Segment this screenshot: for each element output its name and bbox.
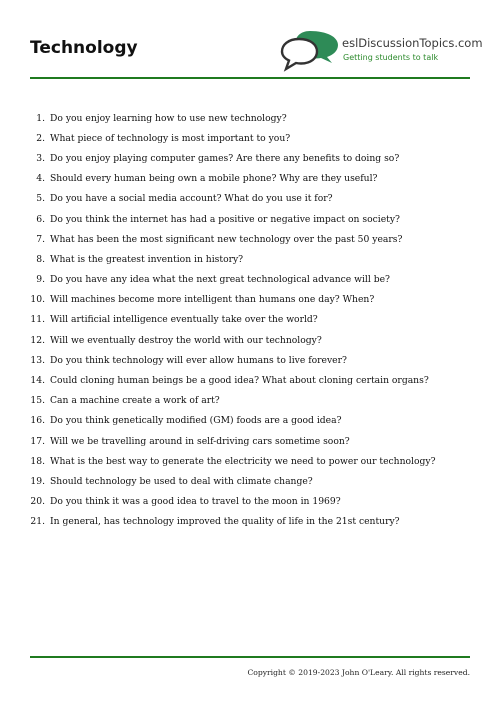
question-number: 21. <box>30 516 45 528</box>
question-item <box>30 350 470 370</box>
question-item <box>30 370 470 390</box>
question-text: Do you think it was a good idea to travel to the moon in 1969? <box>50 496 341 508</box>
question-item <box>30 310 470 330</box>
question-number: 4. <box>36 173 45 185</box>
question-number: 15. <box>30 395 45 407</box>
question-item <box>30 391 470 411</box>
question-item <box>30 148 470 168</box>
footer-divider <box>30 656 470 658</box>
question-item <box>30 169 470 189</box>
question-item <box>30 330 470 350</box>
question-number: 20. <box>30 496 45 508</box>
question-item <box>30 451 470 471</box>
question-number: 18. <box>30 455 45 467</box>
question-number: 7. <box>36 233 45 245</box>
speech-bubbles-icon <box>280 28 342 72</box>
question-text: Do you have any idea what the next great technological advance will be? <box>50 274 390 286</box>
question-number: 10. <box>30 294 45 306</box>
question-text: Should technology be used to deal with climate change? <box>50 475 313 487</box>
question-number: 8. <box>36 253 45 265</box>
question-text: Will we be travelling around in self-driving cars sometime soon? <box>50 435 350 447</box>
question-list <box>30 108 470 532</box>
question-text: What has been the most significant new technology over the past 50 years? <box>50 233 403 245</box>
question-text: Should every human being own a mobile phone? Why are they useful? <box>50 173 378 185</box>
site-logo <box>280 28 483 72</box>
question-text: Do you enjoy playing computer games? Are there any benefits to doing so? <box>50 152 400 164</box>
question-text: In general, has technology improved the quality of life in the 21st century? <box>50 516 400 528</box>
question-number: 2. <box>36 132 45 144</box>
question-text: Do you think the internet has had a positive or negative impact on society? <box>50 213 400 225</box>
question-number: 17. <box>30 435 45 447</box>
question-item <box>30 249 470 269</box>
question-item <box>30 209 470 229</box>
question-item <box>30 128 470 148</box>
question-item <box>30 431 470 451</box>
question-item <box>30 189 470 209</box>
question-number: 19. <box>30 475 45 487</box>
logo-site-name: eslDiscussionTopics.com <box>342 36 483 50</box>
question-number: 13. <box>30 354 45 366</box>
question-item <box>30 108 470 128</box>
question-number: 1. <box>36 112 45 124</box>
question-item <box>30 229 470 249</box>
question-number: 9. <box>36 274 45 286</box>
question-item <box>30 512 470 532</box>
question-text: Do you have a social media account? What do you use it for? <box>50 193 333 205</box>
question-text: Do you enjoy learning how to use new technology? <box>50 112 287 124</box>
question-text: What piece of technology is most important to you? <box>50 132 291 144</box>
question-number: 16. <box>30 415 45 427</box>
question-number: 3. <box>36 152 45 164</box>
question-item <box>30 290 470 310</box>
question-number: 5. <box>36 193 45 205</box>
logo-tagline: Getting students to talk <box>343 53 439 62</box>
question-text: Do you think technology will ever allow humans to live forever? <box>50 354 347 366</box>
question-text: Will we eventually destroy the world with our technology? <box>50 334 322 346</box>
question-text: What is the best way to generate the electricity we need to power our technology? <box>50 455 436 467</box>
copyright-notice: Copyright © 2019-2023 John O'Leary. All rights reserved. <box>247 668 470 677</box>
question-number: 11. <box>30 314 45 326</box>
question-number: 6. <box>36 213 45 225</box>
question-text: Could cloning human beings be a good idea? What about cloning certain organs? <box>50 375 429 387</box>
question-text: Will machines become more intelligent than humans one day? When? <box>50 294 375 306</box>
question-text: Do you think genetically modified (GM) foods are a good idea? <box>50 415 342 427</box>
question-text: What is the greatest invention in history? <box>50 253 244 265</box>
question-item <box>30 492 470 512</box>
question-item <box>30 411 470 431</box>
question-item <box>30 270 470 290</box>
question-number: 14. <box>30 375 45 387</box>
question-number: 12. <box>30 334 45 346</box>
page-title: Technology <box>30 38 138 58</box>
question-text: Can a machine create a work of art? <box>50 395 220 407</box>
header-divider <box>30 77 470 79</box>
question-item <box>30 471 470 491</box>
question-text: Will artificial intelligence eventually take over the world? <box>50 314 318 326</box>
